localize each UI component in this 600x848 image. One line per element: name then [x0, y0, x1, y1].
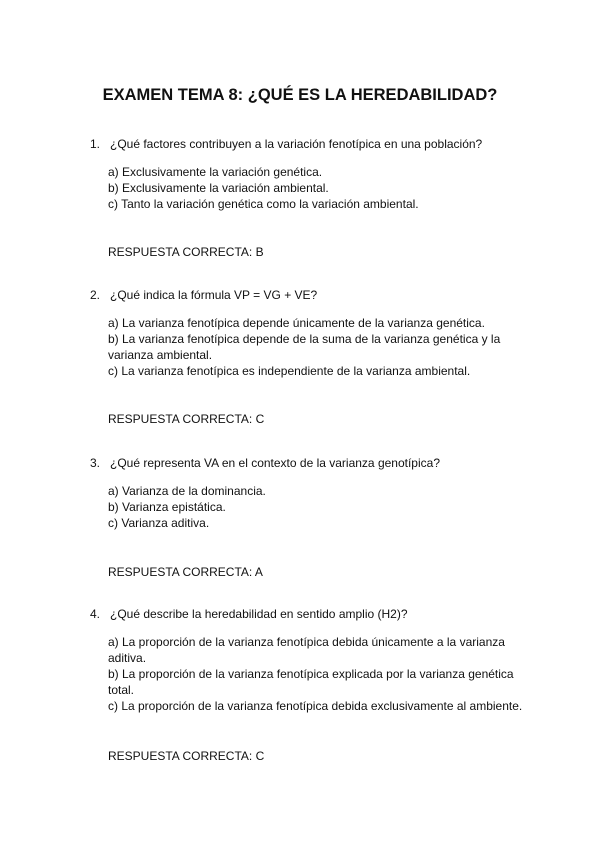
options-list-2 [108, 315, 528, 379]
question-number: 2. [90, 288, 101, 302]
options-list-3 [108, 483, 528, 531]
option-b: b) La varianza fenotípica depende de la suma de la varianza genética y la varianza ambiental. [108, 332, 501, 362]
option-a: a) La varianza fenotípica depende únicamente de la varianza genética. [108, 316, 485, 330]
question-number: 1. [90, 137, 101, 151]
option-c: c) Tanto la variación genética como la variación ambiental. [108, 197, 419, 211]
options-list-4 [108, 634, 528, 714]
option-b: b) La proporción de la varianza fenotípica explicada por la varianza genética total. [108, 667, 514, 697]
question-number: 4. [90, 607, 101, 621]
question-number: 3. [90, 456, 101, 470]
page-title: EXAMEN TEMA 8: ¿QUÉ ES LA HEREDABILIDAD? [102, 86, 498, 104]
options-list-1 [108, 164, 528, 212]
correct-answer-2: RESPUESTA CORRECTA: C [108, 412, 265, 426]
option-a: a) Exclusivamente la variación genética. [108, 165, 323, 179]
option-a: a) La proporción de la varianza fenotípica debida únicamente a la varianza aditiva. [108, 635, 505, 665]
option-b: b) Exclusivamente la variación ambiental. [108, 181, 329, 195]
question-text: ¿Qué indica la fórmula VP = VG + VE? [110, 288, 318, 302]
option-c: c) Varianza aditiva. [108, 516, 210, 530]
question-text: ¿Qué factores contribuyen a la variación fenotípica en una población? [110, 137, 483, 151]
option-b: b) Varianza epistática. [108, 500, 226, 514]
question-text: ¿Qué describe la heredabilidad en sentido amplio (H2)? [110, 607, 408, 621]
question-text: ¿Qué representa VA en el contexto de la varianza genotípica? [110, 456, 440, 470]
correct-answer-1: RESPUESTA CORRECTA: B [108, 245, 264, 259]
option-c: c) La varianza fenotípica es independiente de la varianza ambiental. [108, 364, 471, 378]
option-a: a) Varianza de la dominancia. [108, 484, 266, 498]
correct-answer-4: RESPUESTA CORRECTA: C [108, 749, 265, 763]
option-c: c) La proporción de la varianza fenotípica debida exclusivamente al ambiente. [108, 699, 523, 713]
correct-answer-3: RESPUESTA CORRECTA: A [108, 565, 263, 579]
